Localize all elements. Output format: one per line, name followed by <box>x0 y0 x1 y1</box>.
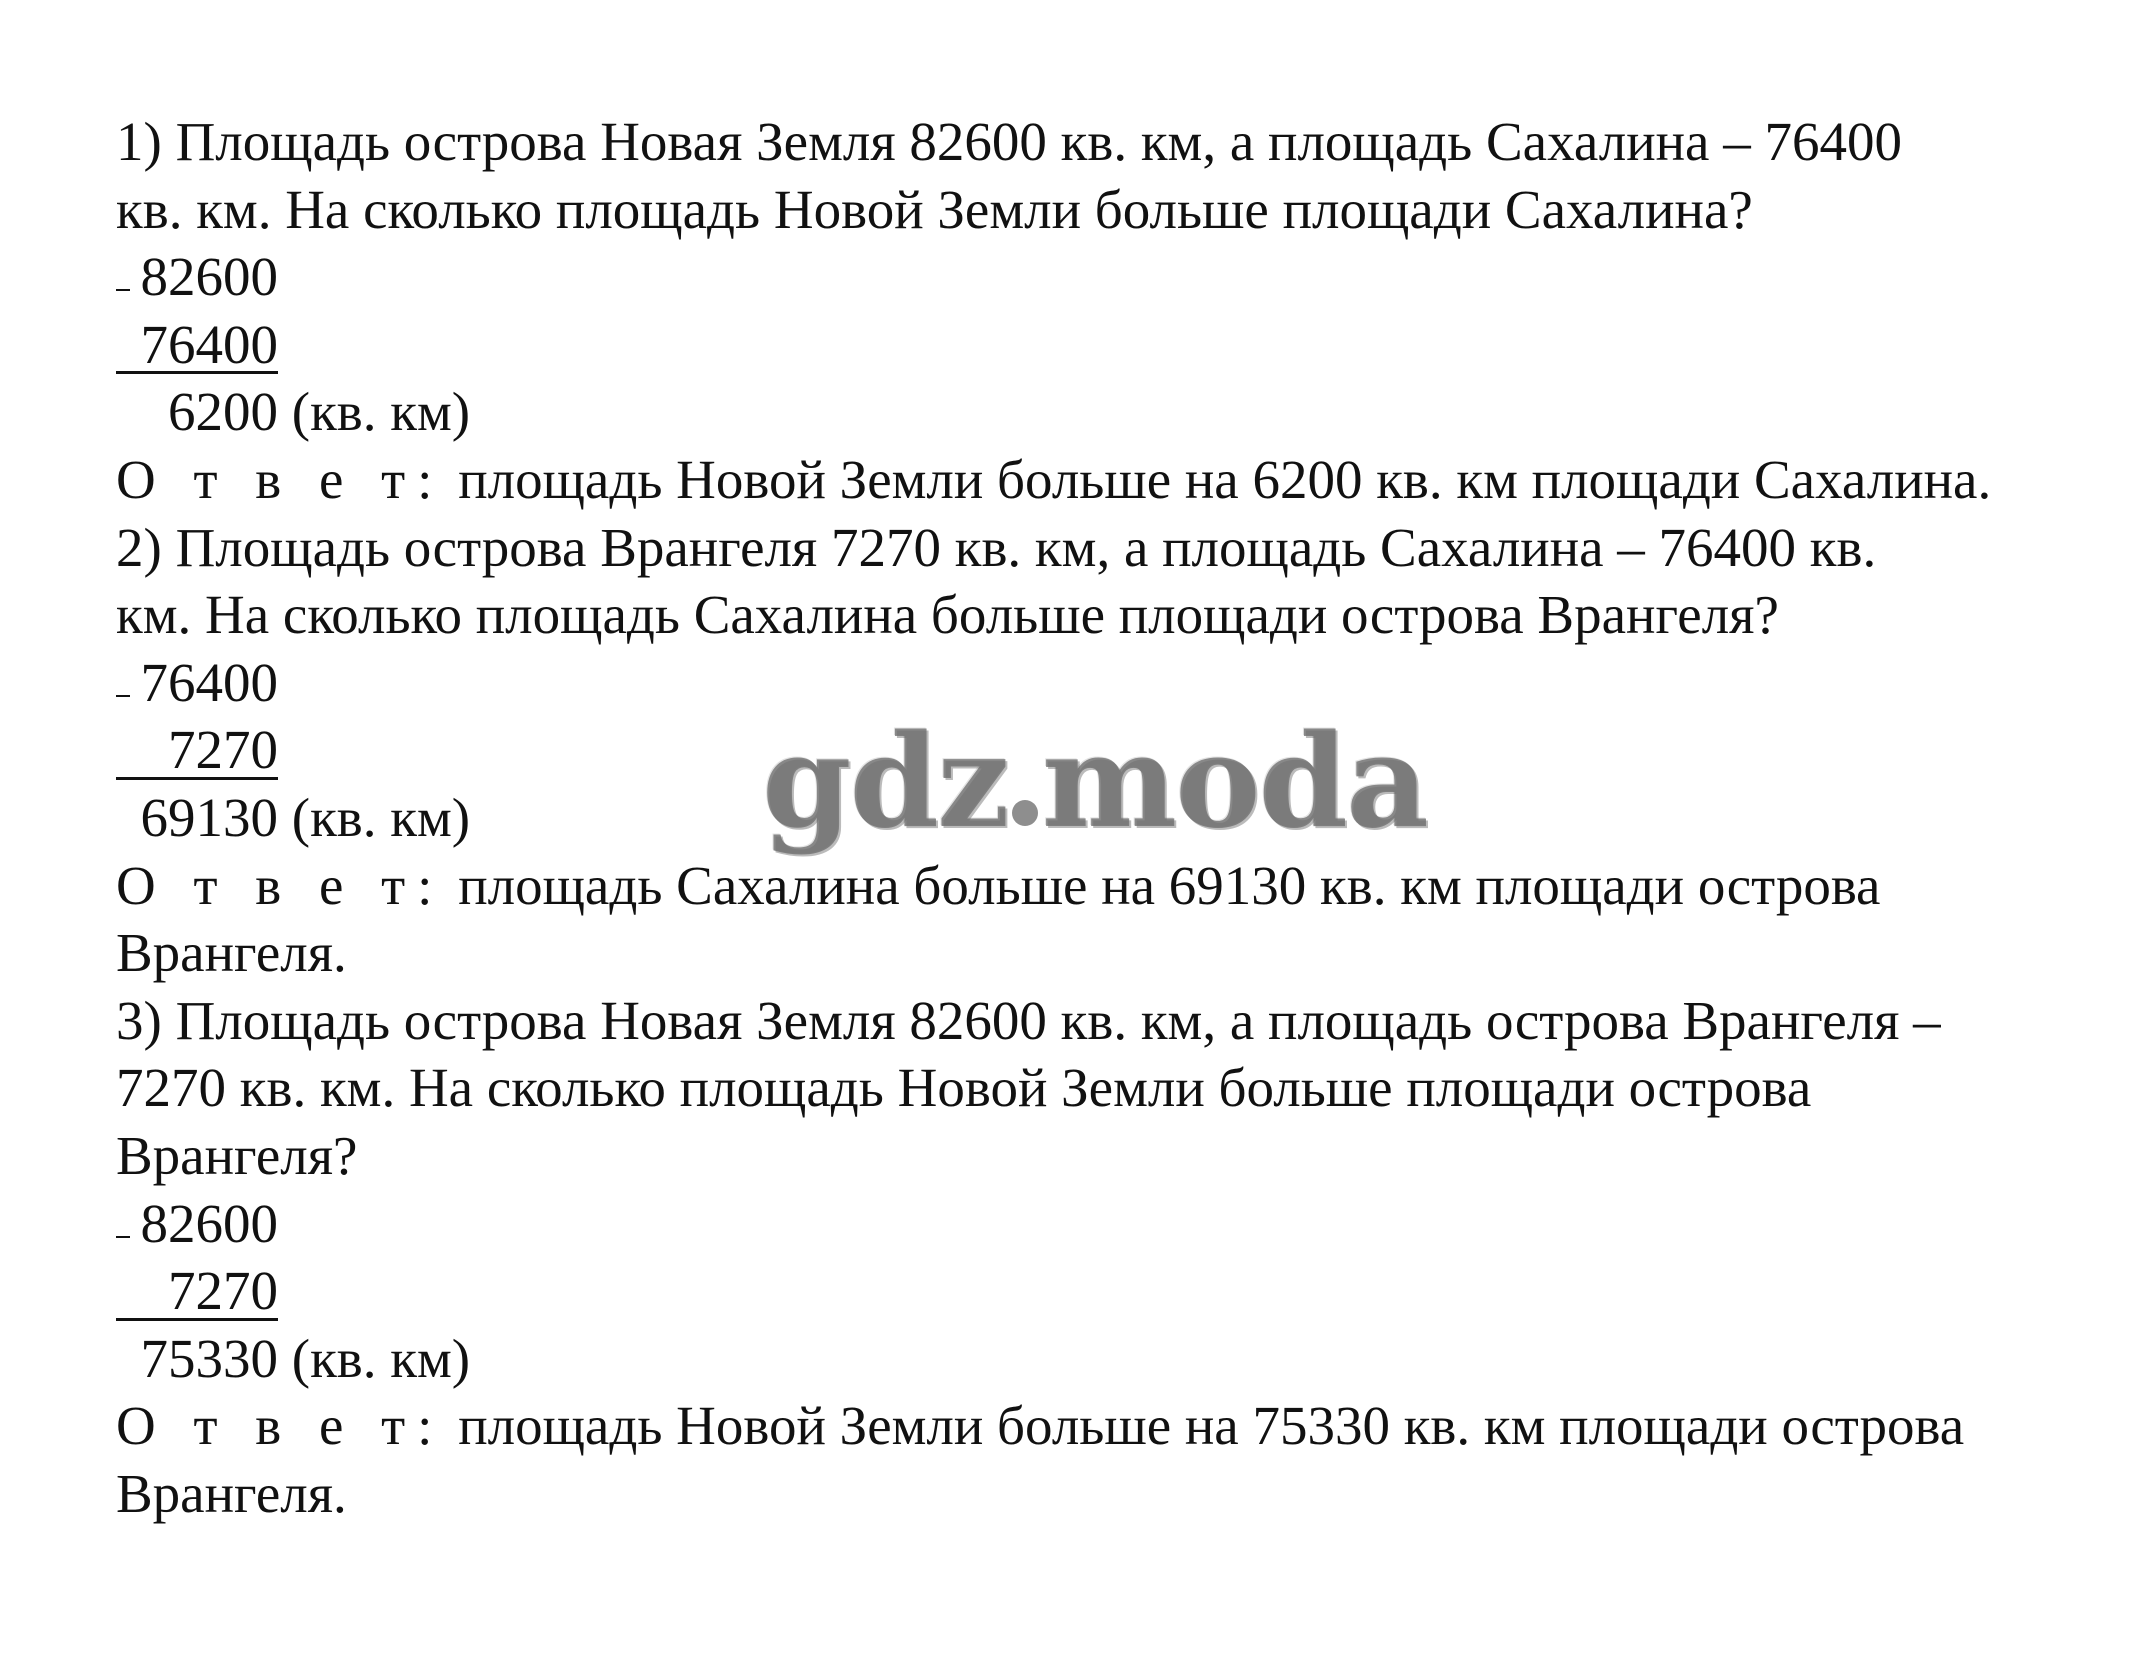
watermark-part-1: gdz <box>762 707 1008 857</box>
problem-2-difference: 69130 <box>140 786 278 848</box>
problem-1-minuend: 82600 <box>140 246 278 308</box>
subtraction-line <box>116 1318 278 1321</box>
problem-2-result <box>116 784 470 852</box>
problem-2-text-line-1: 2) Площадь острова Врангеля 7270 кв. км, а площадь Сахалина – 76400 кв. <box>116 516 1877 578</box>
gdz-moda-watermark <box>762 707 1427 857</box>
problem-2-subtrahend: 7270 <box>168 719 278 781</box>
problem-2-minuend: 76400 <box>140 651 278 713</box>
problem-3-difference: 75330 <box>140 1327 278 1389</box>
problem-3-calculation <box>116 1190 2106 1393</box>
problem-1-text-line-2: кв. км. На сколько площадь Новой Земли больше площади Сахалина? <box>116 178 1753 240</box>
problem-3-unit: (кв. км) <box>291 1327 471 1389</box>
problem-1-subtrahend: 76400 <box>140 313 278 375</box>
answer-label: О т в е т: <box>116 448 445 510</box>
answer-label: О т в е т: <box>116 1395 445 1457</box>
watermark-dot <box>1012 800 1038 826</box>
answer-label: О т в е т: <box>116 854 445 916</box>
problem-3-minuend: 82600 <box>140 1192 278 1254</box>
problem-3-text-line-2: 7270 кв. км. На сколько площадь Новой Земли больше площади острова <box>116 1057 1812 1119</box>
problem-3-text-line-3: Врангеля? <box>116 1124 358 1186</box>
problem-1-text-line-1: 1) Площадь острова Новая Земля 82600 кв. км, а площадь Сахалина – 76400 <box>116 111 1902 172</box>
problem-1-difference: 6200 <box>168 381 278 443</box>
subtraction-line <box>116 371 278 374</box>
problem-3-text-line-1: 3) Площадь острова Новая Земля 82600 кв. км, а площадь острова Врангеля – <box>116 989 1941 1051</box>
problem-2-answer <box>116 852 2106 920</box>
problem-3-subtrahend: 7270 <box>168 1260 278 1322</box>
problem-1-result <box>116 378 470 446</box>
problem-3-answer-line-2: Врангеля. <box>116 1462 347 1524</box>
watermark-part-2: moda <box>1041 707 1427 857</box>
problem-2-answer-line-2: Врангеля. <box>116 922 347 984</box>
problem-1-unit: (кв. км) <box>291 381 471 443</box>
problem-2-answer-text: площадь Сахалина больше на 69130 кв. км площади острова <box>444 854 1881 916</box>
problem-2-unit: (кв. км) <box>291 786 471 848</box>
problem-1-calculation <box>116 243 2106 446</box>
problem-3-answer-text: площадь Новой Земли больше на 75330 кв. км площади острова <box>444 1395 1965 1457</box>
problem-2-text-line-2: км. На сколько площадь Сахалина больше площади острова Врангеля? <box>116 584 1779 646</box>
problem-1-answer <box>116 446 2106 514</box>
subtraction-line <box>116 777 278 780</box>
problem-1-answer-text: площадь Новой Земли больше на 6200 кв. км площади Сахалина. <box>444 448 1992 510</box>
problem-3-answer <box>116 1392 2106 1460</box>
problem-3-result <box>116 1325 470 1393</box>
